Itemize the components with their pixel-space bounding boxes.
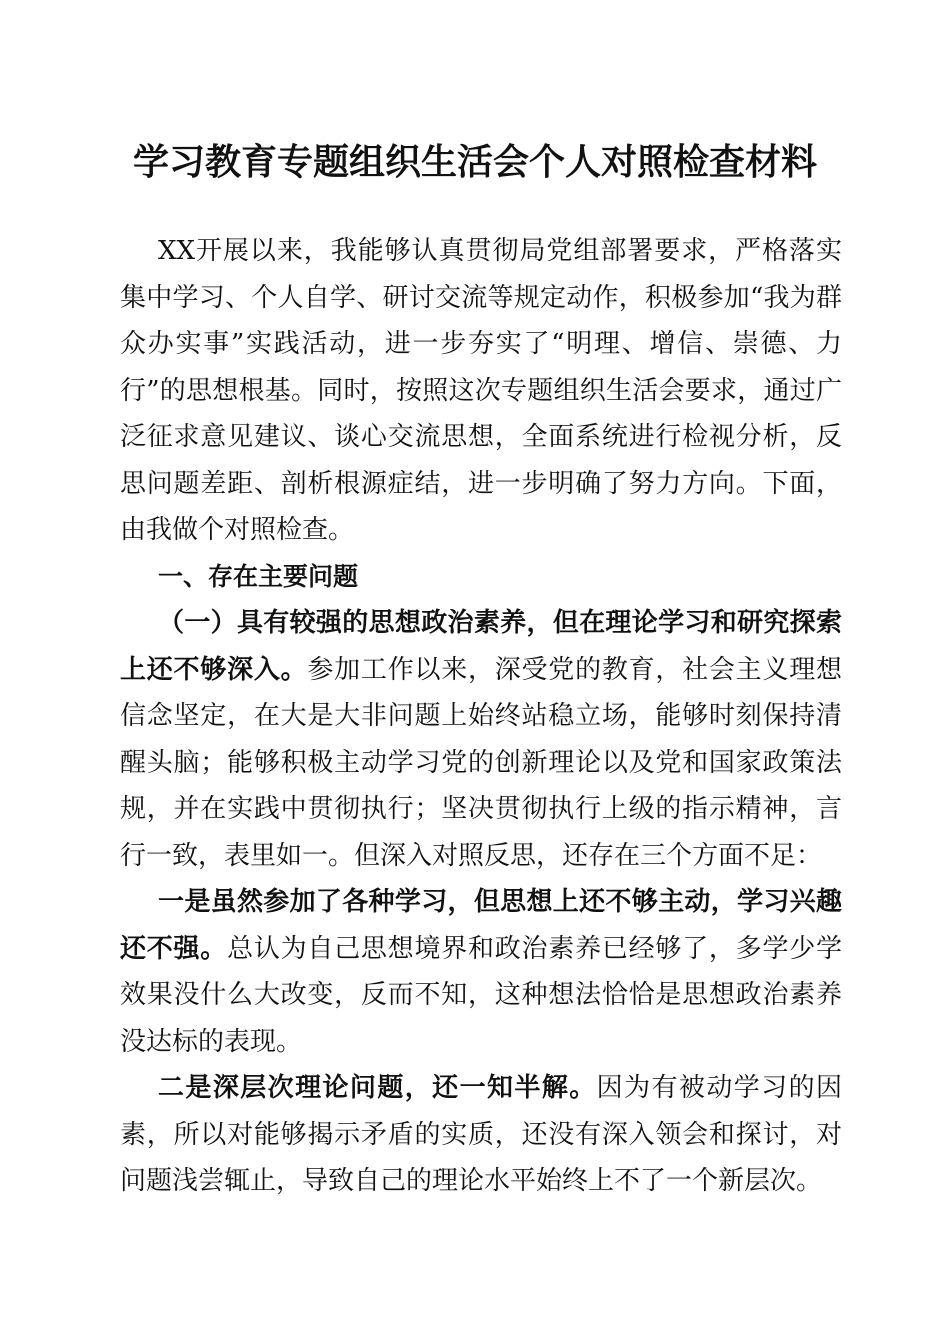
point-body-2: 因为有被动学习的因素，所以对能够揭示矛盾的实质，还没有深入领会和探讨，对问题浅尝辄止，导致自己的理论水平始终上不了一个新层次。 (120, 1073, 842, 1196)
point-lead-1: 一是虽然参加了各种学习，但思想上还不够主动，学习兴趣还不强。 (120, 887, 842, 964)
item-paragraph-1 (120, 600, 842, 879)
item-lead-1: （一）具有较强的思想政治素养，但在理论学习和研究探索上还不够深入。 (120, 608, 842, 685)
point-lead-2: 二是深层次理论问题，还一知半解。 (158, 1073, 597, 1103)
point-paragraph-1 (120, 879, 842, 1065)
point-paragraph-2 (120, 1065, 842, 1205)
document-title: 学习教育专题组织生活会个人对照检查材料 (132, 141, 817, 183)
item-body-1: 参加工作以来，深受党的教育，社会主义理想信念坚定，在大是大非问题上始终站稳立场，能够时刻保持清醒头脑；能够积极主动学习党的创新理论以及党和国家政策法规，并在实践中贯彻执行；坚决贯彻执行上级的指示精神，言行一致，表里如一。但深入对照反思，还存在三个方面不足： (120, 654, 842, 871)
section-heading: 一、存在主要问题 (158, 561, 359, 591)
document-body (120, 228, 842, 1205)
intro-paragraph: XX开展以来，我能够认真贯彻局党组部署要求，严格落实集中学习、个人自学、研讨交流等规定动作，积极参加“我为群众办实事”实践活动，进一步夯实了“明理、增信、崇德、力行”的思想根基。同时，按照这次专题组织生活会要求，通过广泛征求意见建议、谈心交流思想，全面系统进行检视分析，反思问题差距、剖析根源症结，进一步明确了努力方向。下面，由我做个对照检查。 (120, 236, 842, 545)
point-body-1: 总认为自己思想境界和政治素养已经够了，多学少学效果没什么大改变，反而不知，这种想法恰恰是思想政治素养没达标的表现。 (120, 933, 842, 1057)
